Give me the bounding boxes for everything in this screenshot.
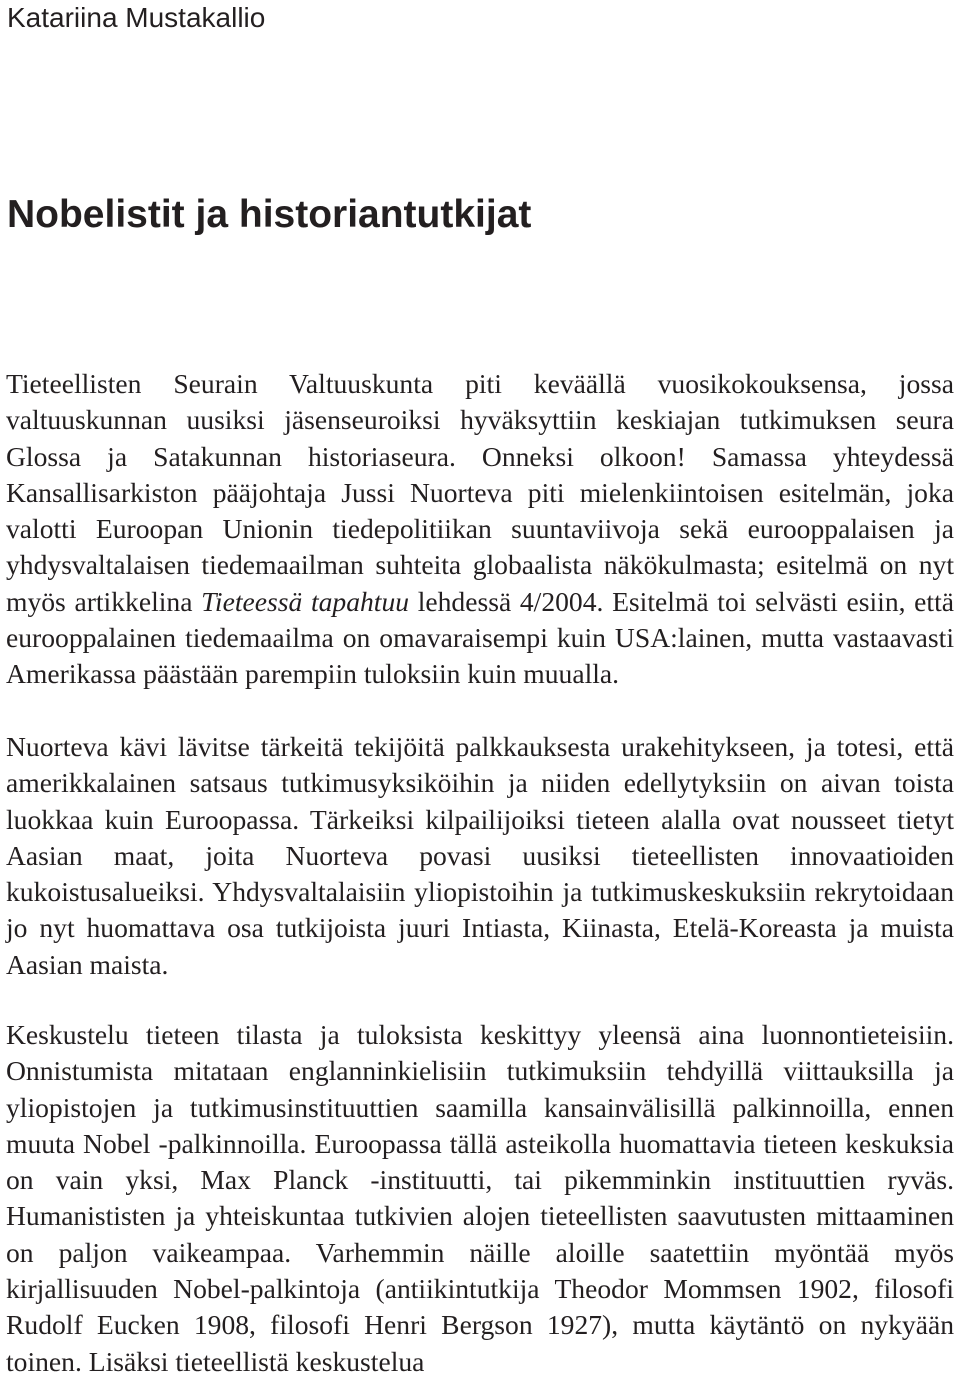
author-name: Katariina Mustakallio [7,2,266,33]
article-title: Nobelistit ja historiantutkijat [7,193,532,236]
paragraph-1 [6,366,954,693]
paragraph-2: Nuorteva kävi lävitse tärkeitä tekijöitä palkkauksesta urakehitykseen, ja totesi, että amerikkalainen satsaus tutkimusyksiköihin ja niiden edellytyksiin on aivan toista luokkaa kuin Euroopassa. Tärkeiksi kilpailijoiksi tieteen alalla ovat nousseet tietyt Aasian maat, joita Nuorteva povasi uusiksi tieteellisten innovaatioiden kukoistusalueiksi. Yhdysvaltalaisiin yliopistoihin ja tutkimuskeskuksiin rekrytoidaan jo nyt huomattava osa tutkijoista juuri Intiasta, Kiinasta, Etelä-Koreasta ja muista Aasian maista. [6,731,954,980]
publication-title: Tieteessä tapahtuu [201,585,410,617]
paragraph-1-text-a: Tieteellisten Seurain Valtuuskunta piti keväällä vuosikokouksensa, jossa valtuuskunnan uusiksi jäsenseuroiksi hyväksyttiin keskiajan tutkimuksen seura Glossa ja Satakunnan historiaseura. Onneksi olkoon! Samassa yhteydessä Kansallisarkiston pääjohtaja Jussi Nuorteva piti mielenkiintoisen esitelmän, joka valotti Euroopan Unionin tiedepolitiikan suuntaviivoja sekä eurooppalaisen ja yhdysvaltalaisen tiedemaailman suhteita globaalista näkökulmasta; esitelmä on nyt myös artikkelina [6,368,954,617]
paragraph-1-text-b: lehdessä 4/2004. Esitelmä toi selvästi esiin, että eurooppalainen tiedemaailma on omavaraisempi kuin USA:lainen, mutta vastaavasti Amerikassa päästään parempiin tuloksiin kuin muualla. [6,585,954,690]
paragraph-3: Keskustelu tieteen tilasta ja tuloksista keskittyy yleensä aina luonnontieteisiin. Onnistumista mitataan englanninkielisiin tutkimuksiin tehdyillä viittauksilla ja yliopistojen ja tutkimusinstituuttien saamilla kansainvälisillä palkinnoilla, ennen muuta Nobel -palkinnoilla. Euroopassa tällä asteikolla huomattavia tieteen keskuksia on vain yksi, Max Planck -instituutti, tai pikemminkin instituuttien ryväs. Humanististen ja yhteiskuntaa tutkivien alojen tieteellisten saavutusten mittaaminen on paljon vaikeampaa. Varhemmin näille aloille saatettiin myöntää myös kirjallisuuden Nobel-palkintoja (antiikintutkija Theodor Mommsen 1902, filosofi Rudolf Eucken 1908, filosofi Henri Bergson 1927), mutta käytäntö on nykyään toinen. Lisäksi tieteellistä keskustelua [6,1019,954,1377]
